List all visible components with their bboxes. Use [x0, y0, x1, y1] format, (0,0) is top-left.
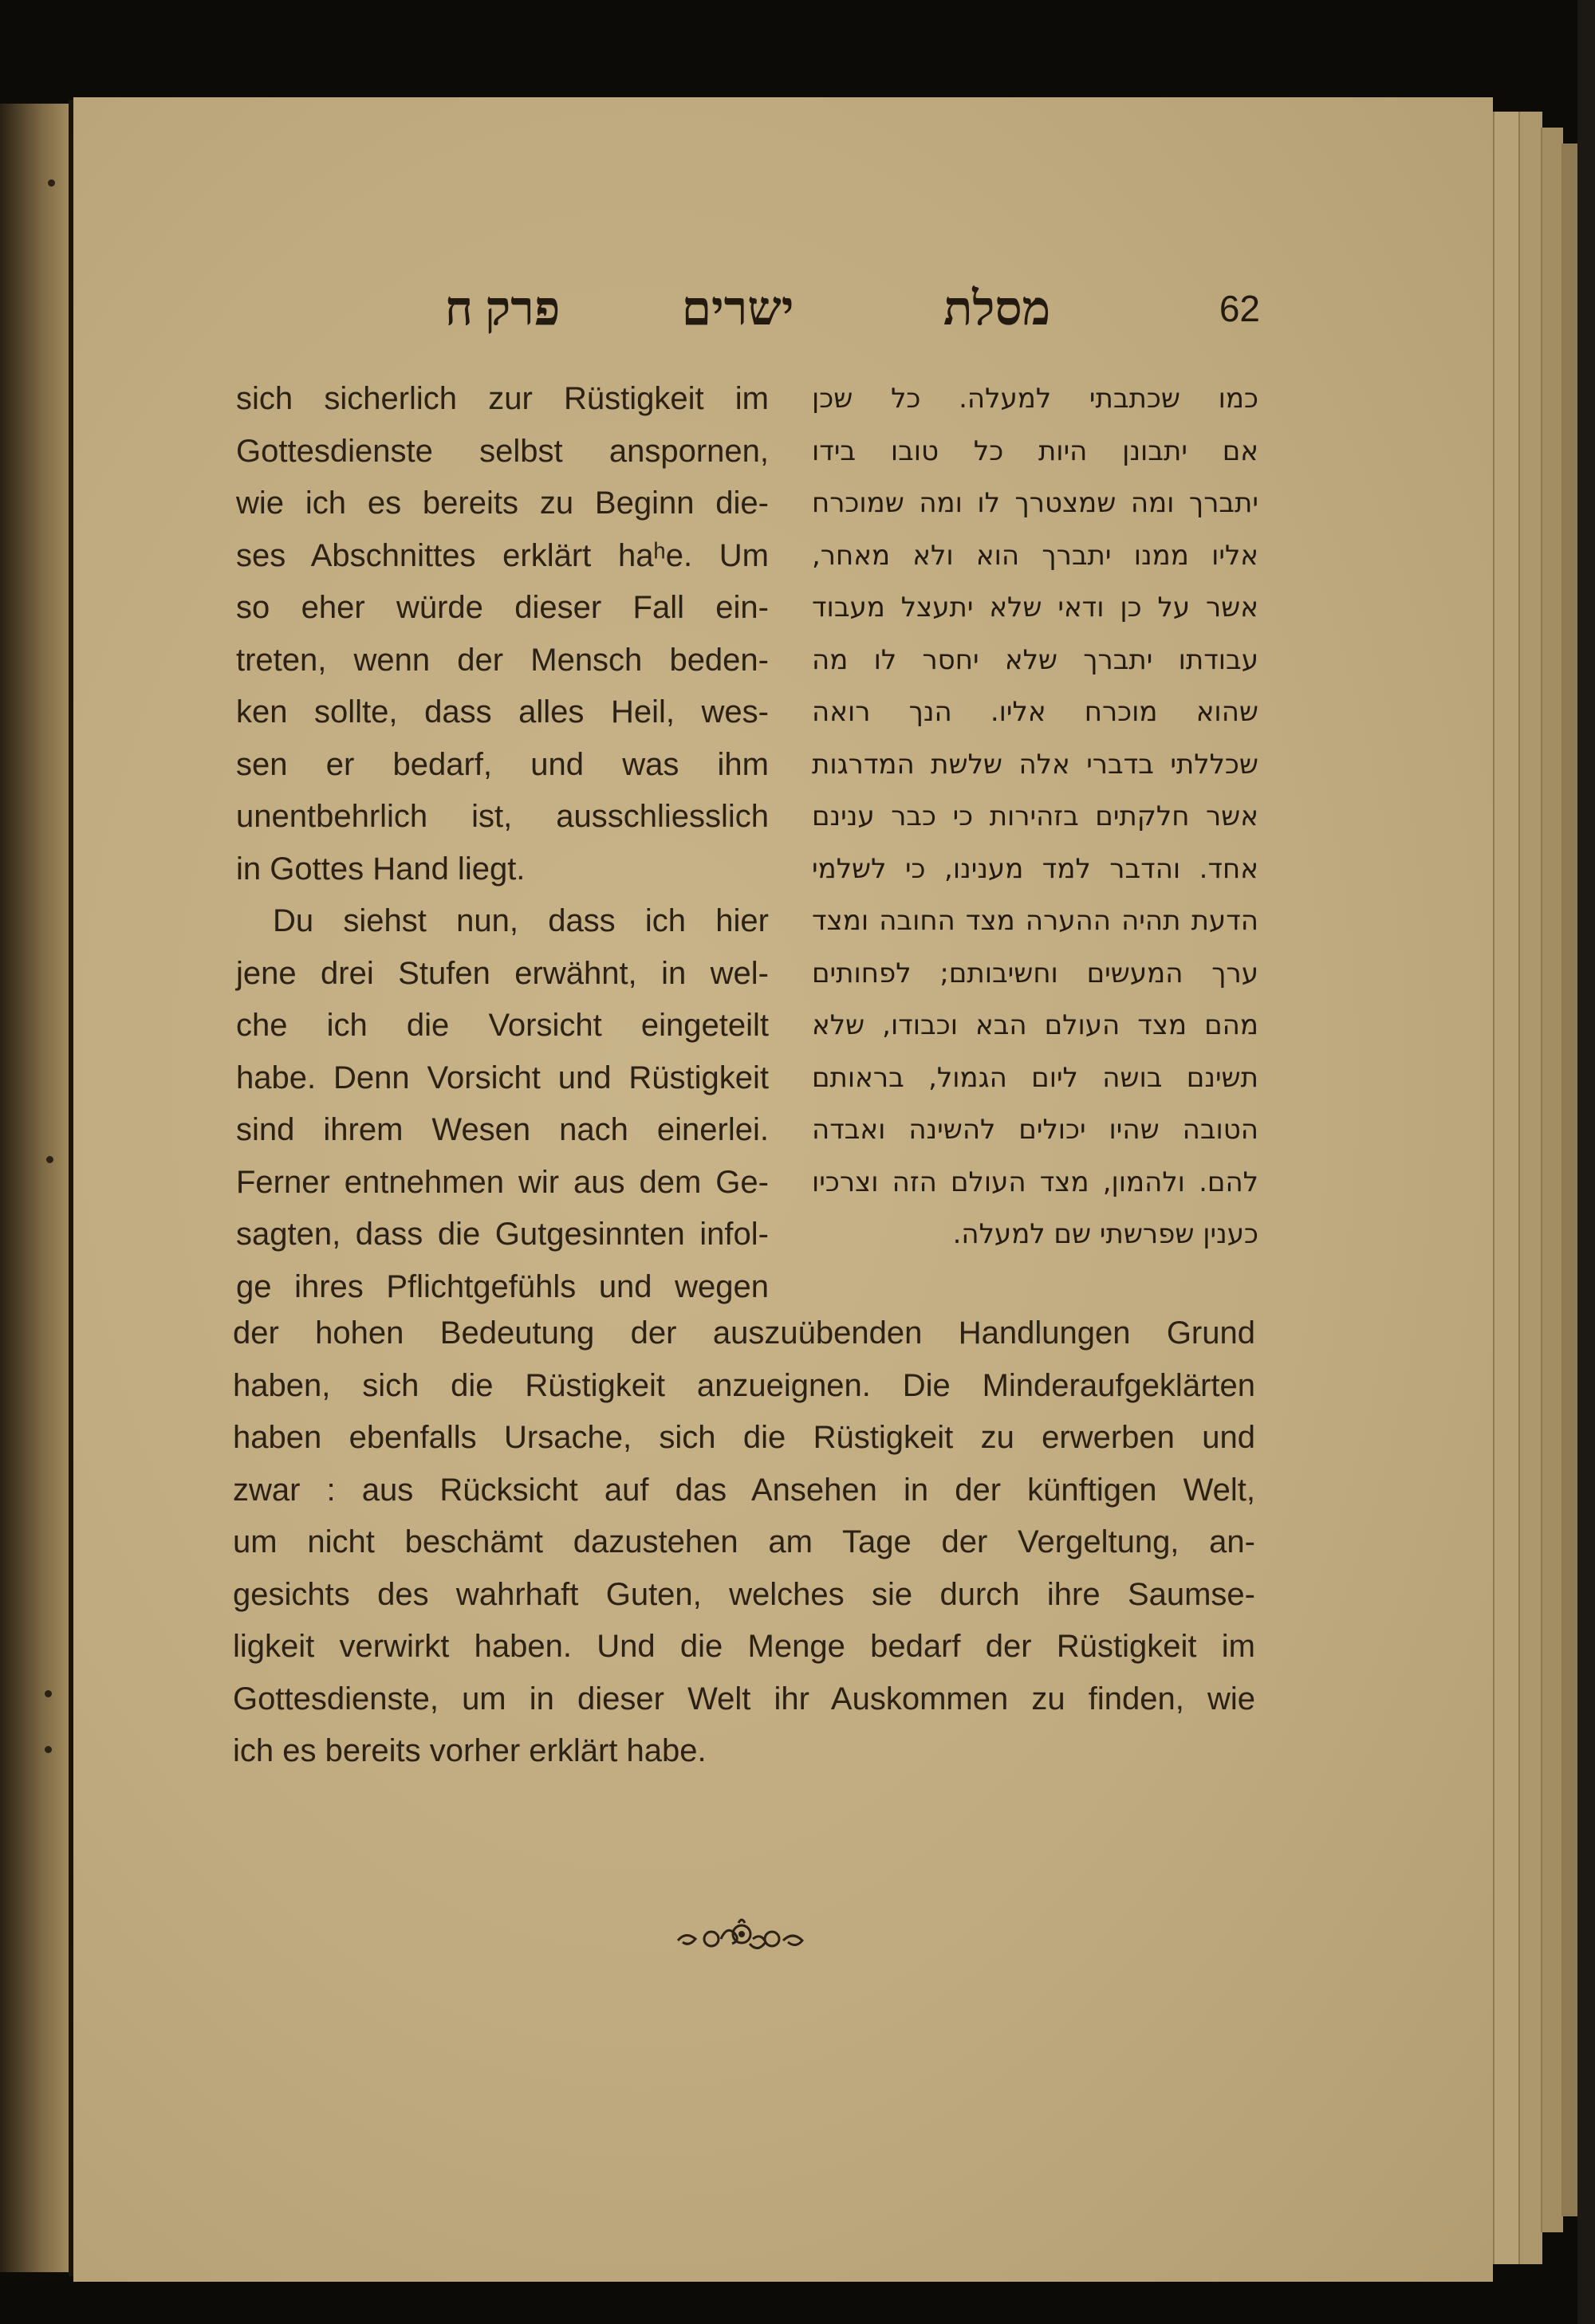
hebrew-line: שהוא מוכרח אליו. הנך רואה: [812, 696, 1258, 728]
german-line: Ferner entnehmen wir aus dem Ge-: [236, 1164, 769, 1200]
page-edge: [1562, 144, 1579, 2216]
hebrew-line: הטובה שהיו יכולים להשינה ואבדה: [812, 1114, 1258, 1146]
german-line: zwar : aus Rücksicht auf das Ansehen in der künftigen Welt,: [233, 1472, 1255, 1508]
book-cover-edge: [1577, 0, 1595, 2324]
page-edge: [1518, 112, 1542, 2264]
running-head-title: מסלת: [943, 282, 1051, 335]
binding-thread-mark: [48, 179, 55, 187]
german-line: Gottesdienste selbst anspornen,: [236, 433, 769, 469]
german-line: Gottesdienste, um in dieser Welt ihr Auskommen zu finden, wie: [233, 1681, 1255, 1716]
german-line: sind ihrem Wesen nach einerlei.: [236, 1112, 769, 1147]
binding-thread-mark: [46, 1156, 53, 1163]
german-line: unentbehrlich ist, ausschliesslich: [236, 799, 769, 834]
hebrew-text-column: [812, 373, 1258, 1261]
hebrew-line: אליו ממנו יתברך הוא ולא מאחר,: [812, 539, 1258, 572]
hebrew-line: כמו שכתבתי למעלה. כל שכן: [812, 383, 1258, 415]
german-line: ken sollte, dass alles Heil, wes-: [236, 694, 769, 729]
hebrew-line: הדעת תהיה ההערה מצד החובה ומצד: [812, 905, 1258, 937]
german-line: um nicht beschämt dazustehen am Tage der Vergeltung, an-: [233, 1524, 1255, 1559]
german-translation-column: [236, 373, 769, 1313]
german-line: so eher würde dieser Fall ein-: [236, 590, 769, 625]
hebrew-line: אשר חלקתים בזהירות כי כבר ענינם: [812, 800, 1258, 832]
hebrew-line: מהם מצד העולם הבא וכבודו, שלא: [812, 1009, 1258, 1041]
german-line: gesichts des wahrhaft Guten, welches sie durch ihre Saumse-: [233, 1576, 1255, 1612]
german-line: ge ihres Pflichtgefühls und wegen: [236, 1268, 769, 1304]
german-line: sich sicherlich zur Rüstigkeit im: [236, 381, 769, 416]
page-number: 62: [1219, 288, 1260, 329]
german-line: in Gottes Hand liegt.: [236, 851, 526, 887]
german-line: ligkeit verwirkt haben. Und die Menge bedarf der Rüstigkeit im: [233, 1629, 1255, 1664]
end-ornament-icon: [670, 1913, 813, 1961]
hebrew-line: שכללתי בדברי אלה שלשת המדרגות: [812, 748, 1258, 781]
german-line: sen er bedarf, und was ihm: [236, 746, 769, 782]
binding-thread-mark: [45, 1746, 52, 1753]
german-line: haben ebenfalls Ursache, sich die Rüstigkeit zu erwerben und: [233, 1420, 1255, 1455]
hebrew-line: אם יתבונן היות כל טובו בידו: [812, 435, 1258, 467]
german-line: haben, sich die Rüstigkeit anzueignen. Die Minderaufgeklärten: [233, 1367, 1255, 1403]
hebrew-line: יתברך ומה שמצטרך לו ומה שמוכרח: [812, 487, 1258, 519]
hebrew-line: אחד. והדבר למד מענינו, כי לשלמי: [812, 852, 1258, 885]
facing-page-edge: [0, 104, 72, 2272]
running-head-chapter: פרק ח: [444, 282, 561, 335]
german-line: jene drei Stufen erwähnt, in wel-: [236, 955, 769, 991]
german-line: habe. Denn Vorsicht und Rüstigkeit: [236, 1060, 769, 1095]
page-edge: [1493, 112, 1520, 2264]
german-line: wie ich es bereits zu Beginn die-: [236, 486, 769, 521]
german-line: ich es bereits vorher erklärt habe.: [233, 1733, 707, 1768]
hebrew-line: להם. ולהמון, מצד העולם הזה וצרכיו: [812, 1166, 1258, 1198]
hebrew-line: תשינם בושה ליום הגמול, בראותם: [812, 1061, 1258, 1094]
german-line: che ich die Vorsicht eingeteilt: [236, 1008, 769, 1043]
hebrew-line: ערך המעשים וחשיבותם; לפחותים: [812, 957, 1258, 989]
german-line: treten, wenn der Mensch beden-: [236, 642, 769, 678]
german-line: Du siehst nun, dass ich hier: [273, 903, 769, 938]
hebrew-line: כענין שפרשתי שם למעלה.: [952, 1218, 1258, 1250]
german-line: der hohen Bedeutung der auszuübenden Handlungen Grund: [233, 1315, 1255, 1351]
hebrew-line: עבודתו יתברך שלא יחסר לו מה: [812, 643, 1258, 676]
german-line: ses Abschnittes erklärt haʰe. Um: [236, 537, 769, 573]
binding-thread-mark: [45, 1690, 52, 1697]
hebrew-line: אשר על כן ודאי שלא יתעצל מעבוד: [812, 592, 1258, 623]
german-line: sagten, dass die Gutgesinnten infol-: [236, 1217, 769, 1252]
page-edge: [1541, 128, 1563, 2232]
german-translation-full-width: [233, 1307, 1255, 1778]
running-head-title-part: ישרים: [681, 282, 794, 335]
